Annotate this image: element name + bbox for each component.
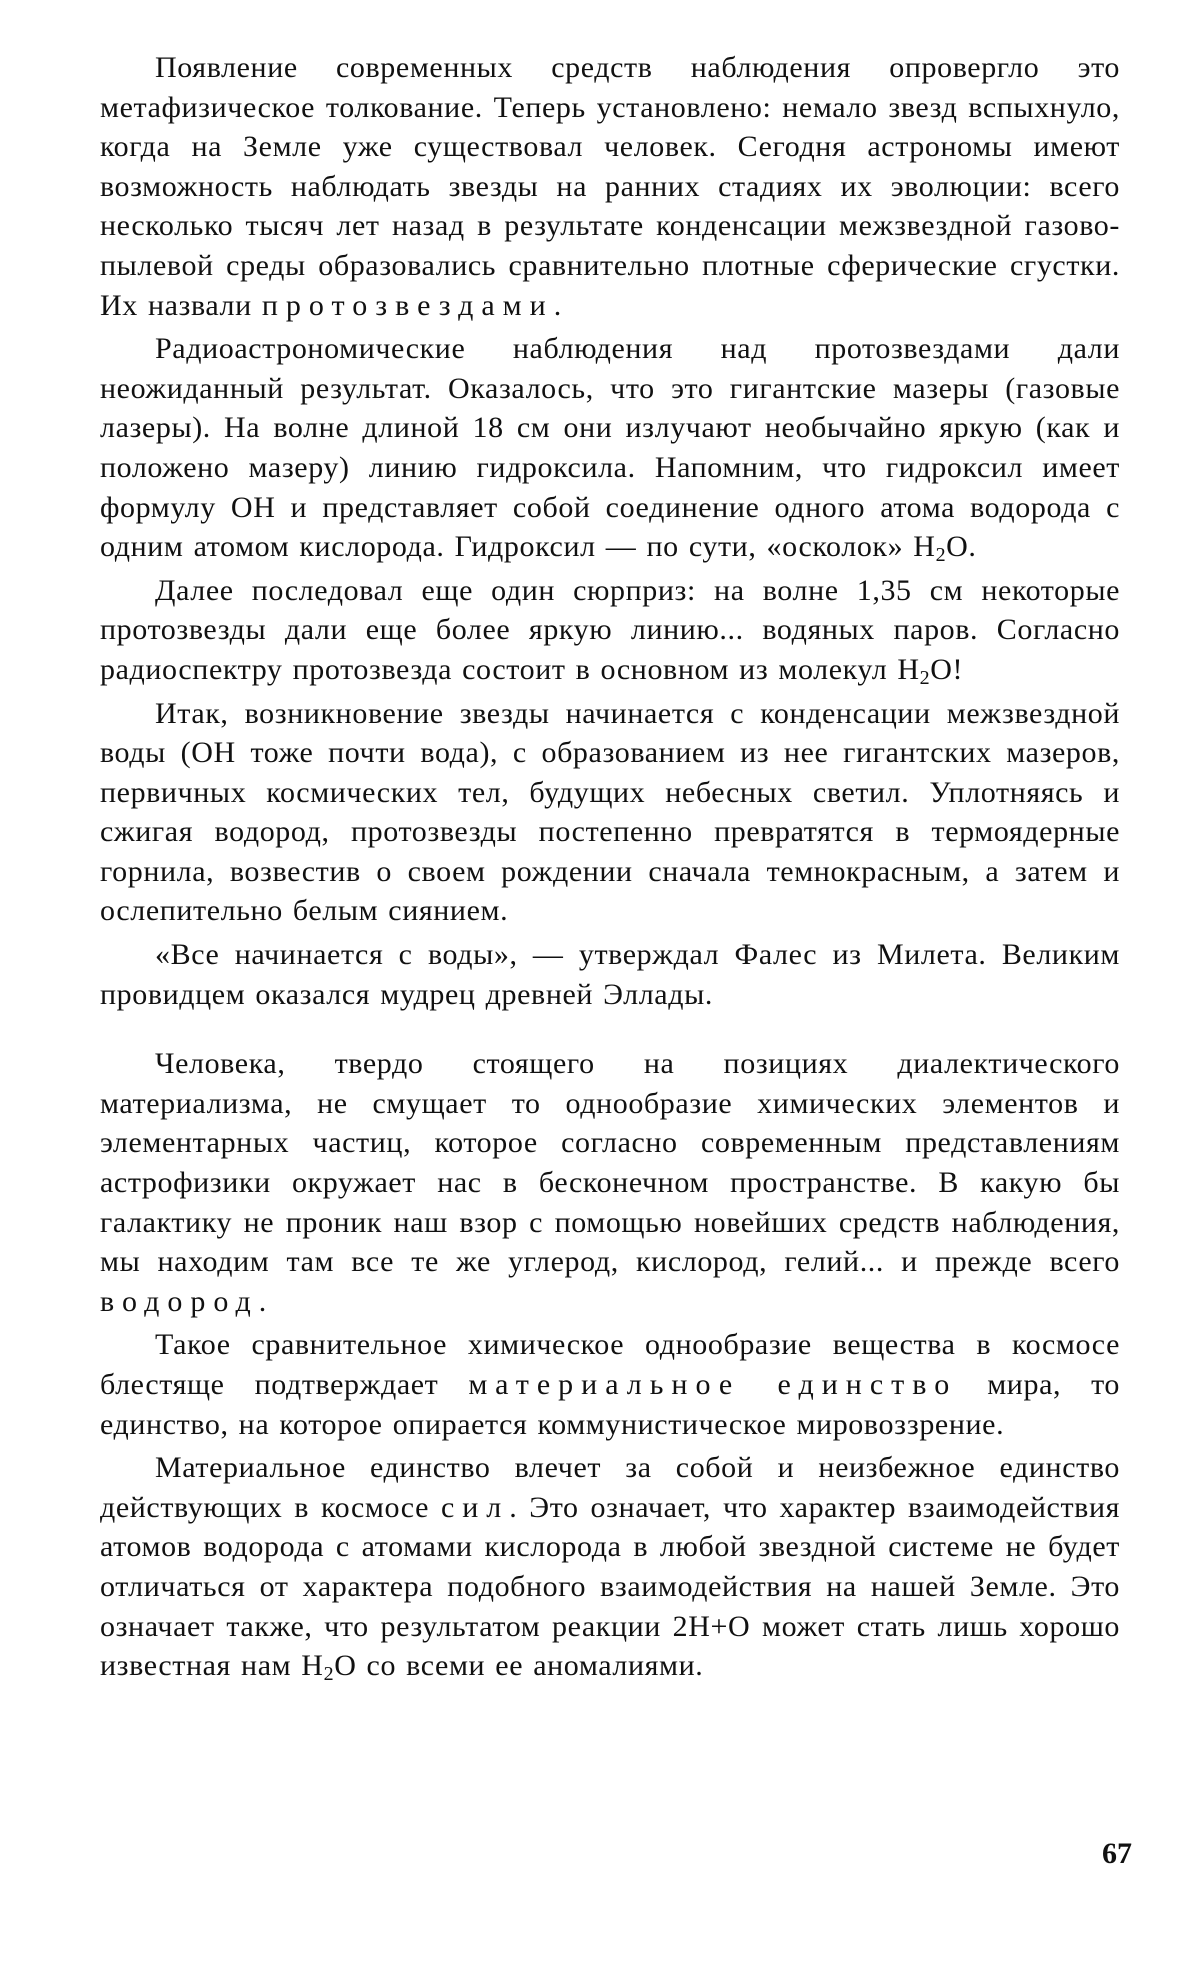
subscript: 2 — [935, 544, 947, 567]
emphasized-term: водород — [100, 1284, 259, 1318]
text-run: Радиоастрономические наблюдения над протозвездами дали неожиданный результат. Оказалось, что это гигантские мазеры (газовые лазеры). На волне длиной 18 см они излучают необычайно яркую (как и положено мазеру) линию гидроксила. Напомним, что гидроксил имеет формулу ОН и представляет собой соединение одного атома водорода с одним атомом кислорода. Гидроксил — по сути, «осколок» H — [100, 332, 1120, 564]
book-page-text — [100, 48, 1120, 1686]
text-run: . — [258, 1284, 267, 1318]
emphasized-term: протозвездами — [261, 288, 554, 322]
paragraph-radio-observations — [100, 329, 1120, 567]
text-run: Далее последовал еще один сюрприз: на волне 1,35 см некоторые протозвезды дали еще более яркую линию... водяных паров. Согласно радиоспектру протозвезда состоит в основном из молекул H — [100, 573, 1120, 686]
paragraph-thales-quote: «Все начинается с воды», — утверждал Фалес из Милета. Великим провидцем оказался мудрец древней Эллады. — [100, 938, 1120, 1011]
emphasized-term: сил — [440, 1490, 510, 1524]
text-run: Такое сравнительное химическое однообразие вещества в космосе блестяще подтверждает — [100, 1328, 1120, 1401]
emphasized-term: материальное единство — [468, 1368, 958, 1401]
text-run: . — [553, 288, 562, 322]
text-run: Материальное единство влечет за собой и неизбежное единство действующих в космосе — [100, 1451, 1120, 1524]
text-run: . Это означает, что характер взаимодействия атомов водорода с атомами кислорода в любой звездной системе не будет отличаться от характера подобного взаимодействия на нашей Земле. Это означает также, что результатом реакции 2H+O может стать лишь хорошо известная нам H — [100, 1490, 1121, 1683]
text-run: O! — [930, 652, 964, 686]
paragraph-protostars-intro — [100, 48, 1120, 325]
paragraph-material-unity — [100, 1325, 1120, 1444]
text-run: O. — [946, 530, 977, 564]
text-run: мира, то единство, на которое опирается коммунистическое мировоззрение. — [100, 1368, 1120, 1441]
paragraph-dialectical-materialism — [100, 1044, 1120, 1321]
page-number: 67 — [1102, 1837, 1132, 1870]
text-run: O со всеми ее аномалиями. — [334, 1649, 704, 1683]
text-run: Появление современных средств наблюдения опровергло это метафизическое толкование. Теперь установлено: немало звезд вспыхнуло, когда на Земле уже существовал человек. Сегодня астрономы имеют возможность наблюдать звезды на ранних стадиях их эволюции: всего несколько тысяч лет назад в результате конденсации межзвездной газово-пылевой среды образовались сравнительно плотные сферические сгустки. Их назвали — [100, 51, 1120, 322]
subscript: 2 — [919, 666, 931, 689]
paragraph-star-formation: Итак, возникновение звезды начинается с конденсации межзвездной воды (ОН тоже почти вода), с образованием из нее гигантских мазеров, первичных космических тел, будущих небесных светил. Уплотняясь и сжигая водород, протозвезды постепенно превратятся в термоядерные горнила, возвестив о своем рождении сначала темнокрасным, а затем и ослепительно белым сиянием. — [100, 696, 1120, 928]
paragraph-unity-of-forces — [100, 1448, 1120, 1686]
subscript: 2 — [323, 1663, 335, 1686]
paragraph-water-vapor — [100, 571, 1120, 690]
text-run: Человека, твердо стоящего на позициях диалектического материализма, не смущает то однообразие химических элементов и элементарных частиц, которое согласно современным представлениям астрофизики окружает нас в бесконечном пространстве. В какую бы галактику не проник наш взор с помощью новейших средств наблюдения, мы находим там все те же углерод, кислород, гелий... и прежде всего — [100, 1047, 1120, 1279]
